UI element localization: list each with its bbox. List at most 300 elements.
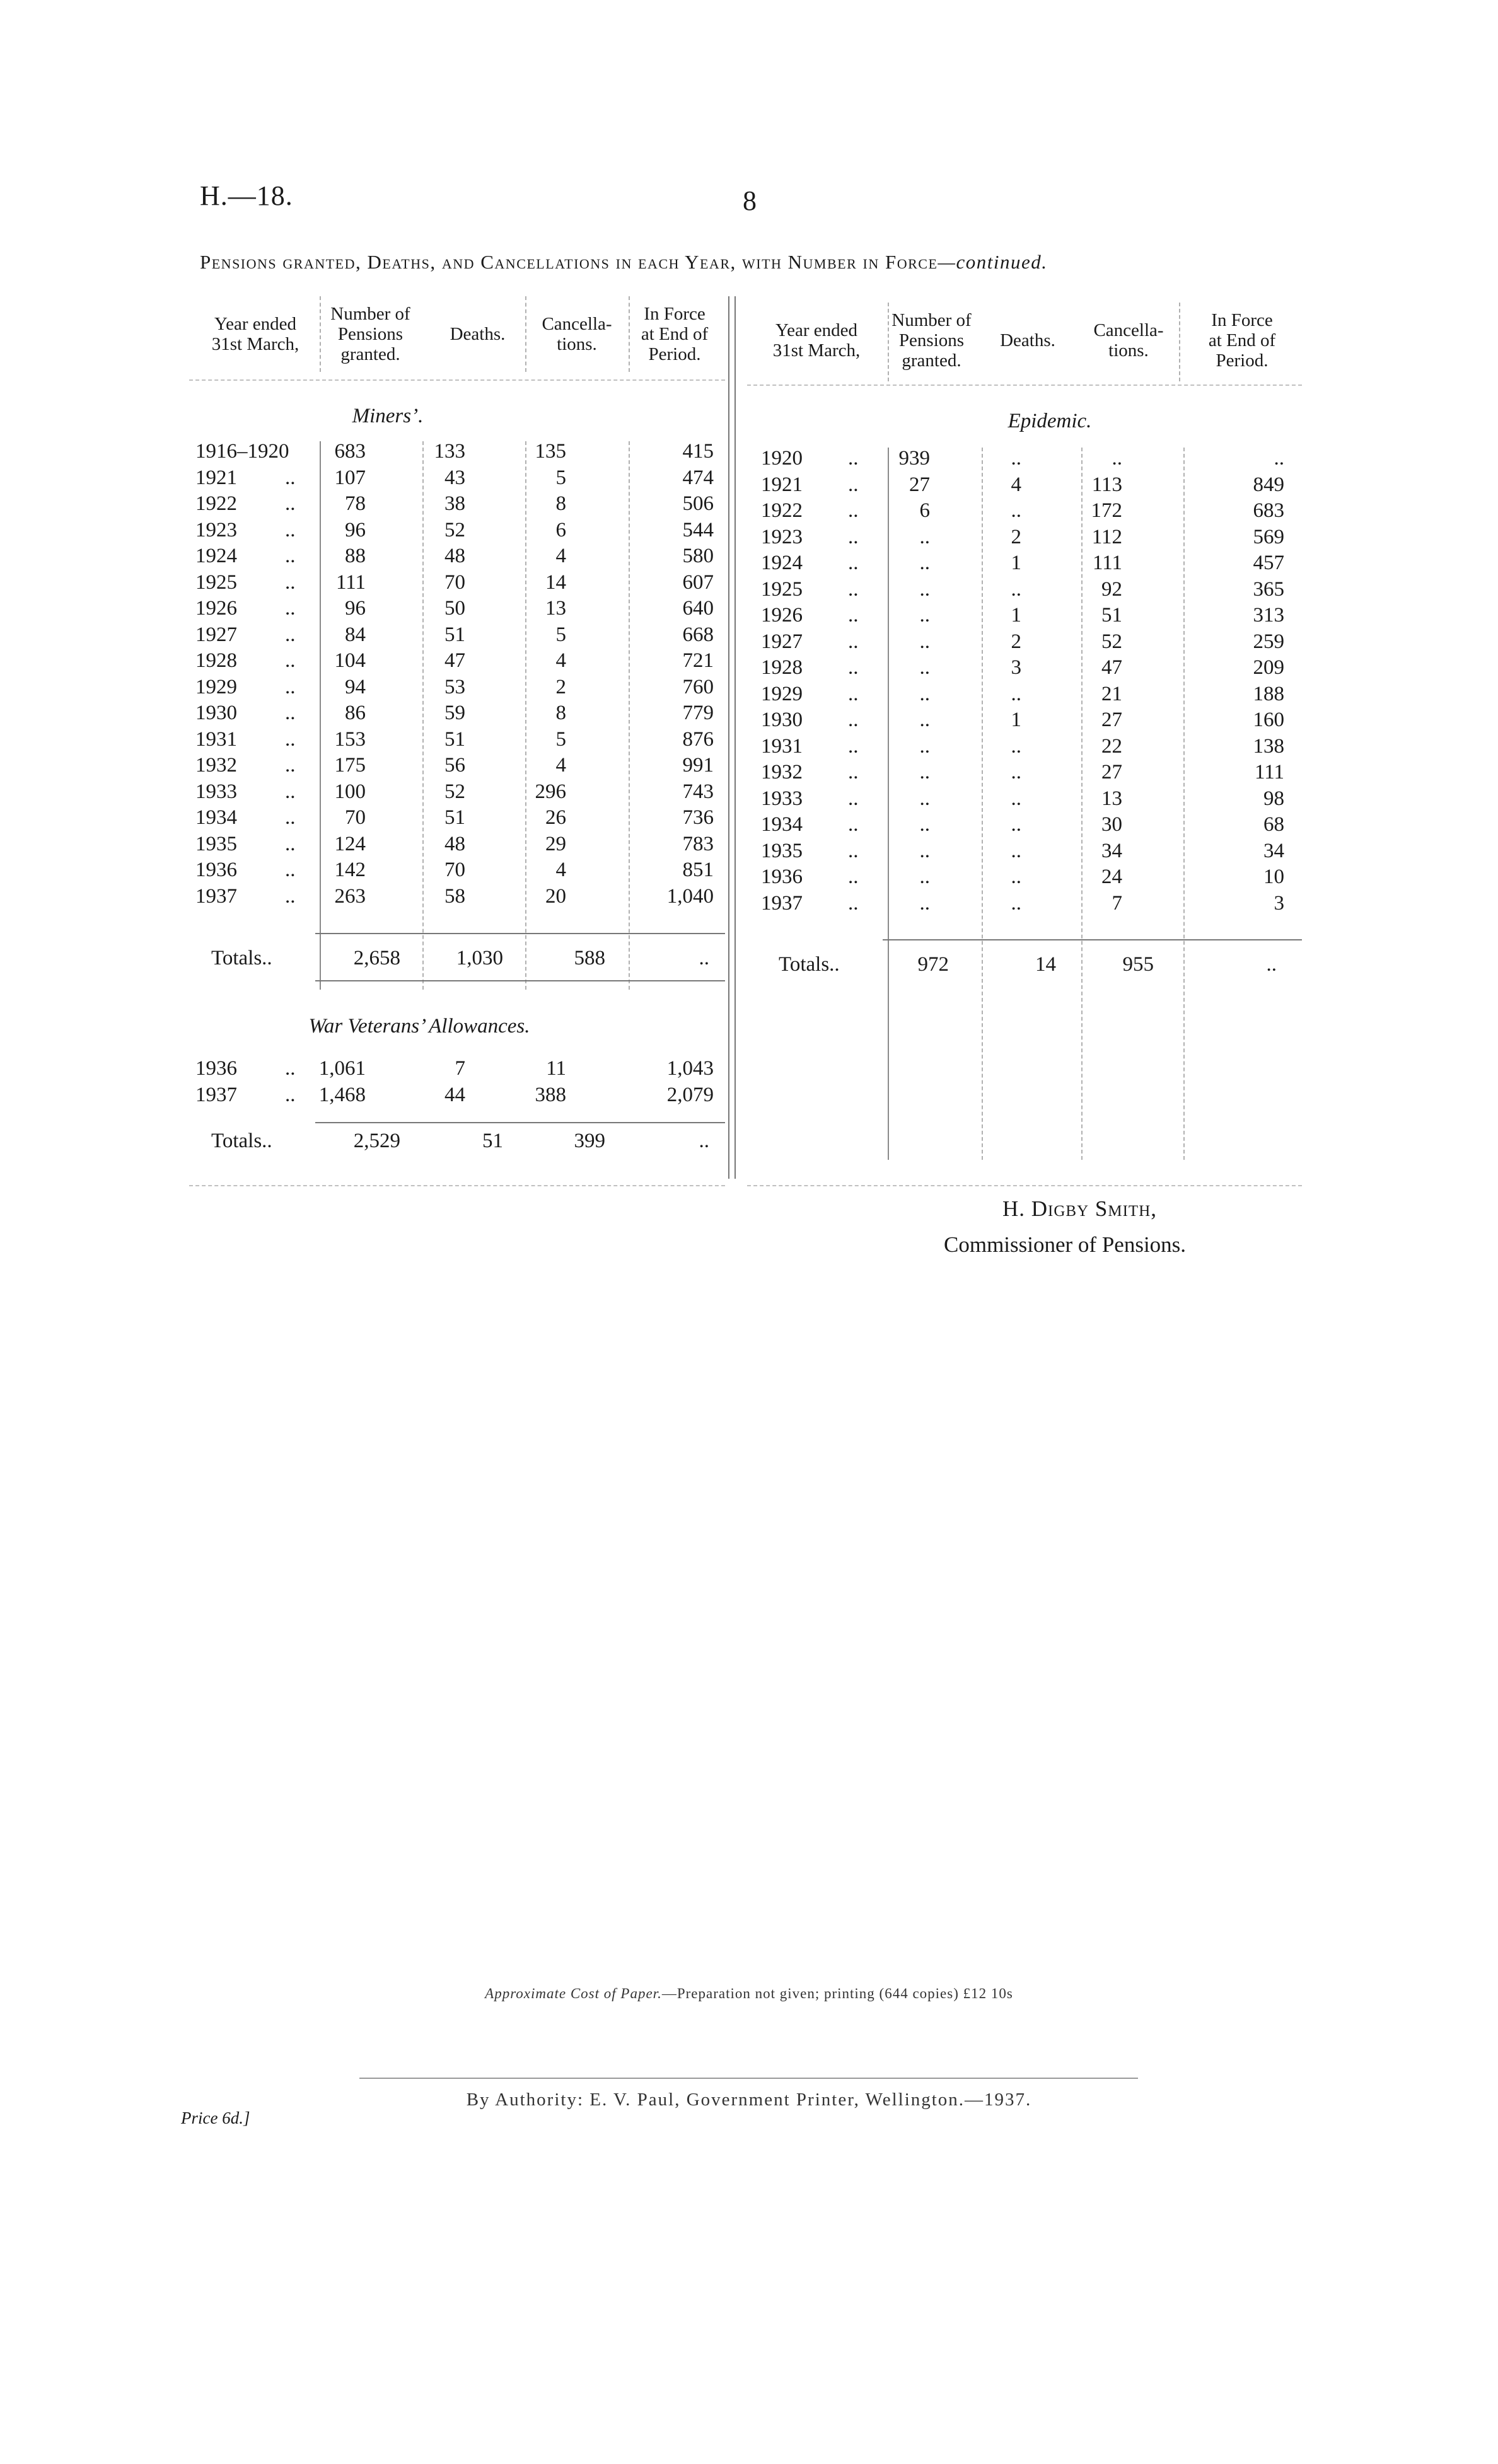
cell-deaths: 53: [444, 675, 465, 698]
cell-granted: 124: [334, 832, 366, 855]
cell-force: 209: [1253, 656, 1284, 679]
totals-rule: [315, 933, 725, 934]
cell-dots: ..: [848, 682, 859, 705]
cell-cancel: 113: [1091, 473, 1122, 496]
cell-granted: 1,468: [318, 1083, 366, 1106]
cell-year: 1932: [195, 754, 237, 777]
cell-year: 1927: [195, 623, 237, 646]
cell-granted: ..: [919, 577, 930, 601]
cell-force: 569: [1253, 525, 1284, 548]
cell-force: 2,079: [666, 1083, 714, 1106]
header-granted: Number of Pensions granted.: [891, 310, 972, 371]
cell-force: 160: [1253, 709, 1284, 731]
cell-deaths: 70: [444, 859, 465, 881]
cell-deaths: 2: [1011, 630, 1021, 653]
cell-granted: ..: [919, 734, 930, 758]
cell-dots: ..: [848, 813, 859, 836]
cell-deaths: 50: [444, 597, 465, 620]
cell-force: 640: [682, 597, 714, 620]
epidemic-row: [747, 786, 1302, 811]
veterans-totals-row: Totals.. 2,529 51 399 ..: [211, 1130, 709, 1152]
miners-row: [189, 727, 725, 752]
cell-cancel: 27: [1101, 761, 1122, 784]
cell-granted: ..: [919, 682, 930, 705]
section-title-veterans: War Veterans’ Allowances.: [308, 1015, 530, 1038]
cell-cancel: 5: [555, 466, 566, 489]
cell-granted: 6: [919, 499, 930, 522]
header-granted: Number of Pensions granted.: [330, 304, 410, 364]
cell-cancel: 30: [1101, 813, 1122, 836]
cell-year: 1935: [761, 839, 803, 862]
miners-row: [189, 884, 725, 909]
cell-deaths: ..: [1011, 813, 1021, 836]
cell-force: 415: [682, 440, 714, 463]
cell-cancel: 13: [1101, 787, 1122, 810]
cell-cancel: 8: [555, 702, 566, 724]
cell-year: 1925: [195, 570, 237, 594]
cell-deaths: 51: [444, 806, 465, 829]
cell-dots: ..: [285, 545, 296, 567]
cell-year: 1928: [195, 649, 237, 672]
cell-cancel: 29: [545, 832, 566, 855]
cell-cancel: 26: [545, 806, 566, 829]
col-rule: [320, 296, 321, 372]
cell-cancel: 2: [555, 675, 566, 698]
header-rule: [189, 379, 725, 381]
cell-deaths: ..: [1011, 865, 1021, 888]
cell-dots: ..: [848, 891, 859, 915]
miners-row: [189, 543, 725, 569]
header-deaths: Deaths.: [450, 324, 506, 344]
miners-row: [189, 779, 725, 804]
cell-granted: 153: [334, 727, 366, 751]
cell-year: 1934: [761, 813, 803, 836]
cell-deaths: 52: [444, 518, 465, 541]
cell-dots: ..: [285, 649, 296, 672]
cell-year: 1937: [195, 884, 237, 908]
cell-year: 1926: [761, 604, 803, 627]
cell-force: 111: [1254, 761, 1284, 784]
cell-force: 68: [1263, 813, 1284, 836]
cell-year: 1921: [195, 466, 237, 489]
cell-cancel: 8: [555, 492, 566, 515]
cell-dots: ..: [285, 859, 296, 881]
cell-granted: 1,061: [318, 1057, 366, 1080]
cell-granted: ..: [919, 604, 930, 627]
cell-year: 1932: [761, 761, 803, 784]
miners-row: [189, 648, 725, 673]
cell-year: 1929: [195, 675, 237, 698]
cell-granted: 104: [334, 649, 366, 672]
cell-deaths: 51: [444, 727, 465, 751]
miners-row: [189, 596, 725, 621]
cell-year: 1936: [761, 865, 803, 888]
epidemic-row: [747, 655, 1302, 680]
cell-force: 474: [682, 466, 714, 489]
footer-rule: [359, 2078, 1138, 2079]
cell-cancel: 5: [555, 623, 566, 646]
cell-cancel: 172: [1091, 499, 1122, 522]
cell-granted: ..: [919, 630, 930, 653]
cell-dots: ..: [285, 466, 296, 489]
cell-dots: ..: [285, 780, 296, 803]
cell-granted: ..: [919, 813, 930, 836]
cell-cancel: ..: [1112, 447, 1122, 470]
cell-cancel: 5: [555, 727, 566, 751]
table-title-main: Pensions granted, Deaths, and Cancellations in each Year, with Number in Force: [200, 251, 938, 273]
cell-cancel: 14: [545, 570, 566, 594]
cell-deaths: 43: [444, 466, 465, 489]
cell-cancel: 21: [1101, 682, 1122, 705]
cell-dots: ..: [848, 577, 859, 601]
cell-year: 1929: [761, 682, 803, 705]
header-rule: [747, 385, 1302, 386]
cell-cancel: 13: [545, 597, 566, 620]
section-title-miners: Miners’.: [352, 405, 424, 427]
cell-year: 1926: [195, 597, 237, 620]
cell-deaths: 7: [455, 1057, 465, 1080]
col-rule: [888, 303, 889, 381]
cell-granted: 683: [334, 440, 366, 463]
cell-force: 849: [1253, 473, 1284, 496]
cell-dots: ..: [285, 570, 296, 594]
cell-year: 1922: [195, 492, 237, 515]
cell-granted: ..: [919, 552, 930, 574]
center-double-rule: [728, 296, 736, 1179]
cell-cancel: 11: [546, 1057, 566, 1080]
cell-dots: ..: [848, 499, 859, 522]
epidemic-row: [747, 524, 1302, 550]
cost-note: Approximate Cost of Paper.—Preparation not given; printing (644 copies) £12 10s: [485, 1986, 1013, 2001]
cell-cancel: 6: [555, 518, 566, 541]
cell-cancel: 51: [1101, 604, 1122, 627]
cell-granted: 100: [334, 780, 366, 803]
cell-year: 1933: [761, 787, 803, 810]
cell-deaths: ..: [1011, 682, 1021, 705]
veterans-row: [189, 1056, 725, 1081]
cell-granted: 111: [335, 570, 366, 594]
miners-row: [189, 857, 725, 882]
cell-dots: ..: [285, 597, 296, 620]
cell-year: 1936: [195, 859, 237, 881]
cell-year: 1920: [761, 447, 803, 470]
cell-deaths: 58: [444, 884, 465, 908]
cell-dots: ..: [848, 839, 859, 862]
cell-force: 736: [682, 806, 714, 829]
cell-deaths: 48: [444, 832, 465, 855]
cell-deaths: 56: [444, 754, 465, 777]
cell-force: 743: [682, 780, 714, 803]
cell-cancel: 4: [555, 754, 566, 777]
epidemic-row: [747, 550, 1302, 576]
cell-dots: ..: [285, 518, 296, 541]
miners-row: [189, 753, 725, 778]
cell-dots: ..: [848, 630, 859, 653]
left-table: [189, 296, 725, 1179]
document-reference: H.—18.: [200, 180, 293, 211]
epidemic-row: [747, 577, 1302, 602]
cell-dots: ..: [848, 761, 859, 784]
cell-cancel: 4: [555, 545, 566, 567]
cell-year: 1937: [195, 1083, 237, 1106]
header-cancellations: Cancella- tions.: [542, 314, 612, 354]
header-year: Year ended 31st March,: [211, 314, 299, 354]
cell-dots: ..: [848, 709, 859, 731]
cell-deaths: 1: [1011, 552, 1021, 574]
printer-authority: By Authority: E. V. Paul, Government Printer, Wellington.—1937.: [466, 2090, 1032, 2110]
totals-rule: [315, 1122, 725, 1123]
header-in-force: In Force at End of Period.: [641, 304, 709, 364]
epidemic-row: [747, 603, 1302, 628]
cell-force: 721: [682, 649, 714, 672]
cell-dots: ..: [285, 754, 296, 777]
cell-deaths: ..: [1011, 577, 1021, 601]
cell-year: 1927: [761, 630, 803, 653]
cell-year: 1937: [761, 891, 803, 915]
cell-deaths: 52: [444, 780, 465, 803]
epidemic-row: [747, 498, 1302, 523]
bottom-rule: [747, 1185, 1302, 1186]
totals-rule: [883, 939, 1302, 940]
cell-year: 1935: [195, 832, 237, 855]
cell-force: 1,043: [666, 1057, 714, 1080]
cell-deaths: 38: [444, 492, 465, 515]
miners-row: [189, 831, 725, 857]
cell-force: 683: [1253, 499, 1284, 522]
cell-cancel: 112: [1091, 525, 1122, 548]
totals-rule: [315, 980, 725, 981]
cell-force: 138: [1253, 734, 1284, 758]
header-in-force: In Force at End of Period.: [1208, 310, 1276, 371]
cell-force: 34: [1263, 839, 1284, 862]
cell-year: 1924: [761, 552, 803, 574]
epidemic-row: [747, 864, 1302, 889]
cell-cancel: 24: [1101, 865, 1122, 888]
cell-deaths: ..: [1011, 891, 1021, 915]
epidemic-row: [747, 707, 1302, 732]
miners-row: [189, 674, 725, 700]
cell-dots: ..: [285, 623, 296, 646]
cell-deaths: ..: [1011, 787, 1021, 810]
cell-year: 1931: [761, 734, 803, 758]
cell-cancel: 52: [1101, 630, 1122, 653]
epidemic-row: [747, 629, 1302, 654]
epidemic-totals-row: Totals.. 972 14 955 ..: [779, 953, 1277, 976]
cell-granted: 78: [345, 492, 366, 515]
cell-dots: ..: [285, 884, 296, 908]
miners-row: [189, 491, 725, 516]
page-number: 8: [743, 185, 757, 216]
cell-dots: ..: [285, 1057, 296, 1080]
cell-force: 98: [1263, 787, 1284, 810]
col-rule: [1179, 303, 1180, 381]
cell-force: 544: [682, 518, 714, 541]
cell-deaths: 51: [444, 623, 465, 646]
epidemic-row: [747, 760, 1302, 785]
cell-dots: ..: [285, 1083, 296, 1106]
cell-granted: ..: [919, 525, 930, 548]
cell-deaths: 133: [434, 440, 465, 463]
section-title-epidemic: Epidemic.: [1007, 410, 1092, 432]
cell-deaths: 59: [444, 702, 465, 724]
cell-force: 3: [1274, 891, 1284, 915]
miners-row: [189, 622, 725, 647]
signature-name: H. Digby Smith,: [1002, 1196, 1158, 1221]
cell-dots: ..: [848, 552, 859, 574]
cell-deaths: 48: [444, 545, 465, 567]
epidemic-row: [747, 734, 1302, 759]
cell-granted: 142: [334, 859, 366, 881]
cell-force: 760: [682, 675, 714, 698]
cell-dots: ..: [848, 525, 859, 548]
cell-cancel: 296: [535, 780, 566, 803]
cell-year: 1933: [195, 780, 237, 803]
cell-cancel: 7: [1112, 891, 1122, 915]
cell-year: 1922: [761, 499, 803, 522]
cell-year: 1928: [761, 656, 803, 679]
cell-cancel: 4: [555, 649, 566, 672]
header-cancellations: Cancella- tions.: [1093, 320, 1164, 361]
cell-granted: 96: [345, 518, 366, 541]
cell-dots: ..: [285, 492, 296, 515]
epidemic-row: [747, 681, 1302, 707]
cell-deaths: 44: [444, 1083, 465, 1106]
cell-force: 783: [682, 832, 714, 855]
cell-year: 1925: [761, 577, 803, 601]
cell-dots: ..: [848, 656, 859, 679]
cell-deaths: 47: [444, 649, 465, 672]
cell-year: 1936: [195, 1057, 237, 1080]
cell-granted: 96: [345, 597, 366, 620]
miners-totals-row: Totals.. 2,658 1,030 588 ..: [211, 947, 709, 969]
cell-deaths: ..: [1011, 499, 1021, 522]
cell-deaths: ..: [1011, 447, 1021, 470]
cell-force: 607: [682, 570, 714, 594]
cell-cancel: 92: [1101, 577, 1122, 601]
epidemic-row: [747, 812, 1302, 837]
cell-year: 1930: [195, 702, 237, 724]
cell-force: 10: [1263, 865, 1284, 888]
cell-deaths: 2: [1011, 525, 1021, 548]
epidemic-row: [747, 446, 1302, 471]
cell-force: 457: [1253, 552, 1284, 574]
cell-force: 580: [682, 545, 714, 567]
cell-cancel: 34: [1101, 839, 1122, 862]
cell-year: 1916–1920: [195, 440, 289, 463]
cell-deaths: 1: [1011, 604, 1021, 627]
cell-force: 991: [682, 754, 714, 777]
cell-dots: ..: [285, 702, 296, 724]
cell-dots: ..: [848, 865, 859, 888]
cell-granted: ..: [919, 709, 930, 731]
cell-dots: ..: [285, 832, 296, 855]
cell-granted: 84: [345, 623, 366, 646]
cell-dots: ..: [285, 675, 296, 698]
cell-force: 313: [1253, 604, 1284, 627]
epidemic-row: [747, 472, 1302, 497]
cell-granted: 175: [334, 754, 366, 777]
cell-force: 851: [682, 859, 714, 881]
miners-row: [189, 805, 725, 830]
cell-dots: ..: [848, 787, 859, 810]
miners-row: [189, 570, 725, 595]
cell-year: 1923: [195, 518, 237, 541]
cell-deaths: 3: [1011, 656, 1021, 679]
cell-force: 259: [1253, 630, 1284, 653]
cell-granted: ..: [919, 656, 930, 679]
cell-force: 668: [682, 623, 714, 646]
cell-cancel: 20: [545, 884, 566, 908]
cell-force: 188: [1253, 682, 1284, 705]
table-title-continued: —continued.: [938, 251, 1048, 273]
cell-granted: ..: [919, 761, 930, 784]
cell-force: 779: [682, 702, 714, 724]
cell-cancel: 111: [1092, 552, 1122, 574]
cell-year: 1934: [195, 806, 237, 829]
cell-cancel: 135: [535, 440, 566, 463]
right-table: [747, 296, 1302, 1179]
cell-year: 1921: [761, 473, 803, 496]
signature-title: Commissioner of Pensions.: [944, 1232, 1187, 1257]
cell-deaths: ..: [1011, 839, 1021, 862]
table-title: [200, 251, 1047, 274]
cell-dots: ..: [848, 447, 859, 470]
col-rule: [525, 296, 526, 372]
cell-granted: 939: [898, 447, 930, 470]
cell-granted: 107: [334, 466, 366, 489]
cell-year: 1930: [761, 709, 803, 731]
header-deaths: Deaths.: [1000, 330, 1055, 350]
cell-granted: 94: [345, 675, 366, 698]
bottom-rule: [189, 1185, 725, 1186]
cell-force: ..: [1274, 447, 1284, 470]
cell-granted: ..: [919, 891, 930, 915]
cell-deaths: ..: [1011, 761, 1021, 784]
cell-force: 506: [682, 492, 714, 515]
cell-year: 1931: [195, 727, 237, 751]
miners-row: [189, 465, 725, 490]
cell-granted: ..: [919, 787, 930, 810]
cell-dots: ..: [285, 727, 296, 751]
cell-granted: 263: [334, 884, 366, 908]
miners-row: [189, 439, 725, 464]
cell-force: 1,040: [666, 884, 714, 908]
cell-deaths: 70: [444, 570, 465, 594]
miners-row: [189, 700, 725, 726]
cell-granted: ..: [919, 839, 930, 862]
cell-cancel: 4: [555, 859, 566, 881]
veterans-row: [189, 1082, 725, 1108]
cell-dots: ..: [848, 604, 859, 627]
cell-cancel: 22: [1101, 734, 1122, 758]
epidemic-row: [747, 838, 1302, 864]
cell-deaths: 1: [1011, 709, 1021, 731]
header-year: Year ended 31st March,: [772, 320, 861, 361]
cell-cancel: 27: [1101, 709, 1122, 731]
price-label: Price 6d.]: [181, 2108, 250, 2127]
cell-cancel: 47: [1101, 656, 1122, 679]
cell-cancel: 388: [535, 1083, 566, 1106]
cell-granted: 88: [345, 545, 366, 567]
cell-granted: 86: [345, 702, 366, 724]
cell-granted: 27: [909, 473, 930, 496]
cell-deaths: 4: [1011, 473, 1021, 496]
cell-dots: ..: [848, 473, 859, 496]
cell-force: 876: [682, 727, 714, 751]
cell-granted: 70: [345, 806, 366, 829]
cell-dots: ..: [848, 734, 859, 758]
miners-row: [189, 518, 725, 543]
